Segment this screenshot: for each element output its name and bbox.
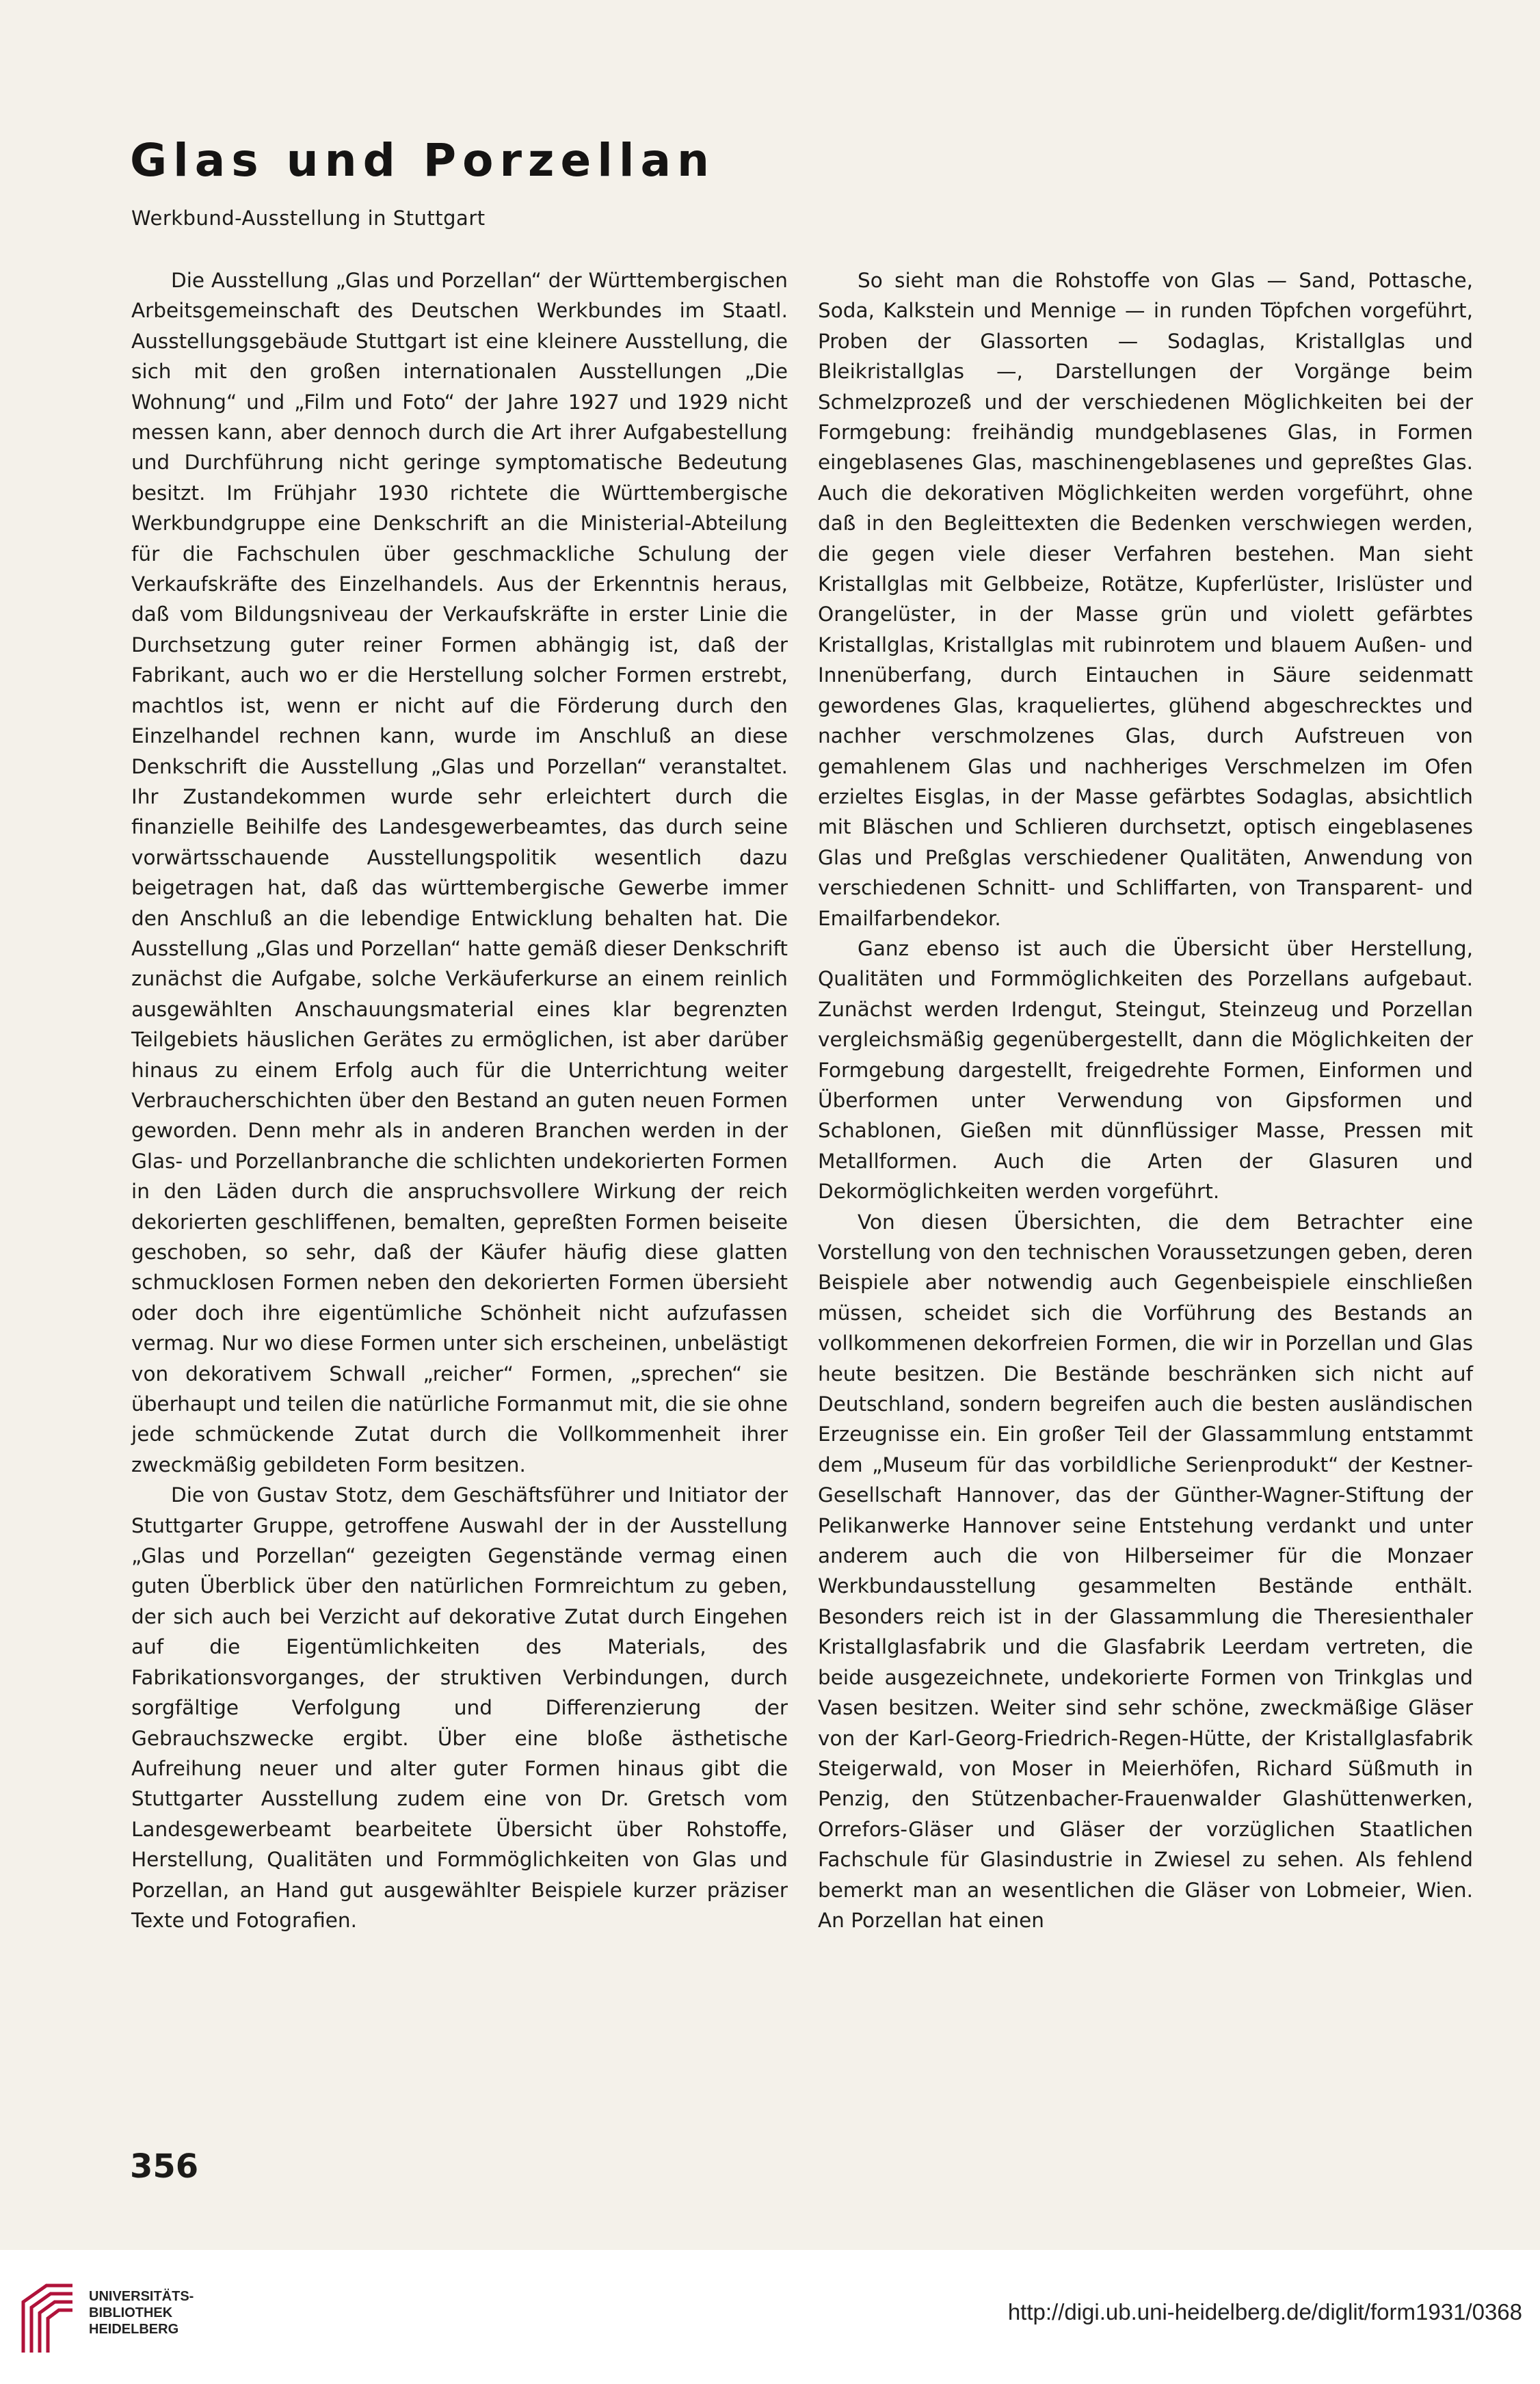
right-paragraph-1: So sieht man die Rohstoffe von Glas — Sand, Pottasche, Soda, Kalkstein und Mennige — in runden Töpfchen vorgeführt, Proben der Glassorten — Sodaglas, Kristallglas und Bleikristallglas —, Darstellungen der Vorgänge beim Schmelzprozeß und der verschiedenen Möglichkeiten bei der Formgebung: freihändig mundgeblasenes Glas, in Formen eingeblasenes Glas, maschinengeblasenes und gepreßtes Glas. Auch die dekorativen Möglichkeiten werden vorgeführt, ohne daß in den Begleittexten die Bedenken verschwiegen werden, die gegen viele dieser Verfahren bestehen. Man sieht Kristallglas mit Gelbbeize, Rotätze, Kupferlüster, Irislüster und Orangelüster, in der Masse grün und violett gefärbtes Kristallglas, Kristallglas mit rubinrotem und blauem Außen- und Innenüberfang, durch Eintauchen in Säure seidenmatt gewordenes Glas, kraqueliertes, glühend abgeschrecktes und nachher verschmolzenes Glas, durch Aufstreuen von gemahlenem Glas und nachheriges Verschmelzen im Ofen erzieltes Eisglas, in der Masse gefärbtes Sodaglas, absichtlich mit Bläschen und Schlieren durchsetzt, optisch eingeblasenes Glas und Preßglas verschiedener Qualitäten, Anwendung von verschiedenen Schnitt- und Schliffarten, von Transparent- und Emailfarbendekor.: [818, 269, 1473, 930]
page-number: 356: [130, 2147, 199, 2186]
digitization-footer: [0, 2250, 1540, 2384]
left-text-column: [131, 265, 788, 1935]
right-paragraph-2: Ganz ebenso ist auch die Übersicht über Herstellung, Qualitäten und Formmöglichkeiten des Porzellans aufgebaut. Zunächst werden Irdengut, Steingut, Steinzeug und Porzellan vergleichsmäßig gegenübergestellt, dann die Möglichkeiten der Formgebung dargestellt, freigedrehte Formen, Einformen und Überformen unter Verwendung von Gipsformen und Schablonen, Gießen mit dünnflüssiger Masse, Pressen mit Metallformen. Auch die Arten der Glasuren und Dekormöglichkeiten werden vorgeführt.: [818, 936, 1473, 1204]
library-name-line-3: HEIDELBERG: [89, 2322, 179, 2337]
source-url-link[interactable]: http://digi.ub.uni-heidelberg.de/diglit/form1931/0368: [1007, 2299, 1522, 2325]
right-text-column: [818, 265, 1473, 1935]
left-paragraph-1: Die Ausstellung „Glas und Porzellan“ der Württembergischen Arbeitsgemeinschaft des Deutschen Werkbundes im Staatl. Ausstellungsgebäude Stuttgart ist eine kleinere Ausstellung, die sich mit den großen internationalen Ausstellungen „Die Wohnung“ und „Film und Foto“ der Jahre 1927 und 1929 nicht messen kann, aber dennoch durch die Art ihrer Aufgabestellung und Durchführung nicht geringe symptomatische Bedeutung besitzt. Im Frühjahr 1930 richtete die Württembergische Werkbundgruppe eine Denkschrift an die Ministerial-Abteilung für die Fachschulen über geschmackliche Schulung der Verkaufskräfte des Einzelhandels. Aus der Erkenntnis heraus, daß vom Bildungsniveau der Verkaufskräfte in erster Linie die Durchsetzung guter reiner Formen abhängig ist, daß der Fabrikant, auch wo er die Herstellung solcher Formen erstrebt, machtlos ist, wenn er nicht auf die Förderung durch den Einzelhandel rechnen kann, wurde im Anschluß an diese Denkschrift die Ausstellung „Glas und Porzellan“ veranstaltet. Ihr Zustandekommen wurde sehr erleichtert durch die finanzielle Beihilfe des Landesgewerbeamtes, das durch seine vorwärtsschauende Ausstellungspolitik wesentlich dazu beigetragen hat, daß das württembergische Gewerbe immer den Anschluß an die lebendige Entwicklung behalten hat. Die Ausstellung „Glas und Porzellan“ hatte gemäß dieser Denkschrift zunächst die Aufgabe, solche Verkäuferkurse an einem reinlich ausgewählten Anschauungsmaterial eines klar begrenzten Teilgebiets häuslichen Gerätes zu ermöglichen, ist aber darüber hinaus zu einem Erfolg auch für die Unterrichtung weiter Verbraucherschichten über den Bestand an guten neuen Formen geworden. Denn mehr als in anderen Branchen werden in der Glas- und Porzellanbranche die schlichten undekorierten Formen in den Läden durch die anspruchsvollere Wirkung der reich dekorierten geschliffenen, bemalten, gepreßten Formen beiseite geschoben, so sehr, daß der Käufer häufig diese glatten schmucklosen Formen neben den dekorierten Formen übersieht oder doch ihre eigentümliche Schönheit nicht aufzufassen vermag. Nur wo diese Formen unter sich erscheinen, unbelästigt von dekorativem Schwall „reicher“ Formen, „sprechen“ sie überhaupt und teilen die natürliche Formanmut mit, die sie ohne jede schmückende Zutat durch die Vollkommenheit ihrer zweckmäßig gebildeten Form besitzen.: [131, 269, 788, 1476]
ub-heidelberg-logo-icon: [19, 2281, 77, 2355]
article-title: Glas und Porzellan: [130, 134, 715, 187]
left-paragraph-2: Die von Gustav Stotz, dem Geschäftsführer und Initiator der Stuttgarter Gruppe, getroffene Auswahl der in der Ausstellung „Glas und Porzellan“ gezeigten Gegenstände vermag einen guten Überblick über den natürlichen Formreichtum zu geben, der sich auch bei Verzicht auf dekorative Zutat durch Eingehen auf die Eigentümlichkeiten des Materials, des Fabrikationsvorganges, der struktiven Verbindungen, durch sorgfältige Verfolgung und Differenzierung der Gebrauchszwecke ergibt. Über eine bloße ästhetische Aufreihung neuer und alter guter Formen hinaus gibt die Stuttgarter Ausstellung zudem eine von Dr. Gretsch vom Landesgewerbeamt bearbeitete Übersicht über Rohstoffe, Herstellung, Qualitäten und Formmöglichkeiten von Glas und Porzellan, an Hand gut ausgewählter Beispiele kurzer präziser Texte und Fotografien.: [131, 1483, 788, 1932]
library-name-line-2: BIBLIOTHEK: [89, 2305, 173, 2320]
right-paragraph-3: Von diesen Übersichten, die dem Betrachter eine Vorstellung von den technischen Voraussetzungen geben, deren Beispiele aber notwendig auch Gegenbeispiele einschließen müssen, scheidet sich die Vorführung des Bestands an vollkommenen dekorfreien Formen, die wir in Porzellan und Glas heute besitzen. Die Bestände beschränken sich nicht auf Deutschland, sondern begreifen auch die besten ausländischen Erzeugnisse ein. Ein großer Teil der Glassammlung entstammt dem „Museum für das vorbildliche Serienprodukt“ der Kestner-Gesellschaft Hannover, das der Günther-Wagner-Stiftung der Pelikanwerke Hannover seine Entstehung verdankt und unter anderem auch die von Hilberseimer für die Monzaer Werkbundausstellung gesammelten Bestände enthält. Besonders reich ist in der Glassammlung die Theresienthaler Kristallglasfabrik und die Glasfabrik Leerdam vertreten, die beide ausgezeichnete, undekorierte Formen von Trinkglas und Vasen besitzen. Weiter sind sehr schöne, zweckmäßige Gläser von der Karl-Georg-Friedrich-Regen-Hütte, der Kristallglasfabrik Steigerwald, von Moser in Meierhöfen, Richard Süßmuth in Penzig, den Stützenbacher-Frauenwalder Glashüttenwerken, Orrefors-Gläser und Gläser der vorzüglichen Staatlichen Fachschule für Glasindustrie in Zwiesel zu sehen. Als fehlend bemerkt man an wesentlichen die Gläser von Lobmeier, Wien. An Porzellan hat einen: [818, 1210, 1473, 1932]
library-name-line-1: UNIVERSITÄTS-: [89, 2289, 194, 2304]
article-subtitle: Werkbund-Ausstellung in Stuttgart: [131, 207, 486, 230]
library-name: [89, 2288, 194, 2337]
